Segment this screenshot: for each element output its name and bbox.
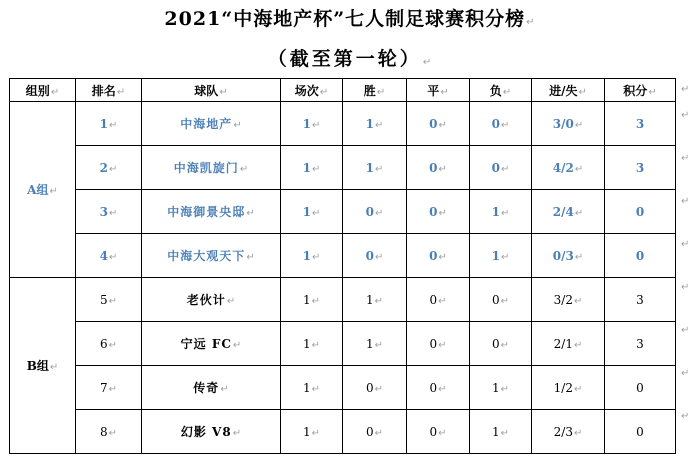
paragraph-mark-icon: ↵ [246, 252, 255, 263]
drawn-cell [407, 322, 470, 366]
goals-cell-text: 3/0 [552, 116, 574, 131]
paragraph-mark-icon: ↵ [226, 296, 236, 307]
won-cell-text: 0 [365, 204, 374, 219]
team-cell [142, 146, 281, 190]
points-cell [605, 278, 676, 322]
team-header [142, 79, 281, 102]
goals-cell-text: 2/4 [552, 204, 574, 219]
table-header-row [10, 79, 676, 102]
rank-cell-text: 1 [99, 116, 108, 131]
team-cell-text: 中海凯旋门 [173, 161, 239, 175]
played-cell-text: 1 [302, 116, 311, 131]
paragraph-mark-icon: ↵ [500, 119, 510, 131]
table-row [10, 146, 676, 190]
paragraph-mark-icon: ↵ [573, 383, 583, 395]
lost-cell-text: 1 [491, 424, 500, 439]
lost-cell [470, 410, 532, 454]
drawn-cell-text: 0 [429, 424, 438, 439]
points-cell-text: 0 [635, 248, 645, 263]
won-cell-text: 1 [365, 336, 374, 351]
table-row [10, 190, 676, 234]
table-row [10, 234, 676, 278]
points-cell-text: 3 [635, 160, 645, 175]
lost-header [470, 79, 532, 102]
team-cell [142, 322, 281, 366]
drawn-cell [407, 234, 470, 278]
rank-cell [76, 102, 142, 146]
lost-cell [470, 102, 532, 146]
team-cell [142, 102, 281, 146]
goals-cell-text: 0/3 [552, 248, 574, 263]
paragraph-mark-icon: ↵ [311, 295, 321, 307]
won-cell-text: 1 [365, 160, 374, 175]
header-label: 负 [489, 83, 502, 98]
lost-cell [470, 190, 532, 234]
goals-cell [532, 190, 605, 234]
paragraph-mark-icon: ↵ [311, 119, 321, 131]
paragraph-mark-icon: ↵ [438, 163, 447, 175]
drawn-header [407, 79, 470, 102]
row-end-mark-icon: ↵ [681, 368, 690, 379]
goals-cell [532, 322, 605, 366]
lost-cell [470, 234, 532, 278]
header-label: 排名 [91, 83, 116, 98]
won-cell [343, 366, 407, 410]
paragraph-mark-icon: ↵ [438, 427, 447, 439]
paragraph-mark-icon: ↵ [311, 427, 321, 439]
paragraph-mark-icon: ↵ [116, 86, 126, 98]
rank-cell [76, 366, 142, 410]
goals-cell-text: 2/3 [553, 424, 573, 439]
paragraph-mark-icon: ↵ [108, 383, 118, 395]
paragraph-mark-icon: ↵ [438, 251, 447, 263]
rank-cell [76, 278, 142, 322]
paragraph-mark-icon: ↵ [108, 427, 118, 439]
points-cell [605, 410, 676, 454]
table-body [10, 102, 676, 454]
lost-cell-text: 1 [491, 204, 500, 219]
paragraph-mark-icon: ↵ [311, 251, 321, 263]
lost-cell-text: 0 [491, 116, 500, 131]
paragraph-mark-icon: ↵ [108, 163, 118, 175]
paragraph-mark-icon: ↵ [374, 251, 384, 263]
paragraph-mark-icon: ↵ [319, 86, 329, 98]
played-cell-text: 1 [302, 336, 311, 351]
won-cell [343, 102, 407, 146]
goals-cell [532, 146, 605, 190]
paragraph-mark-icon: ↵ [232, 340, 242, 351]
table-row [10, 278, 676, 322]
lost-cell-text: 0 [491, 336, 500, 351]
page-title [0, 4, 699, 31]
drawn-cell [407, 410, 470, 454]
team-cell [142, 278, 281, 322]
won-cell [343, 322, 407, 366]
header-label: 进/失 [549, 83, 578, 98]
paragraph-mark-icon: ↵ [311, 163, 321, 175]
drawn-cell-text: 0 [429, 292, 438, 307]
row-end-mark-icon: ↵ [681, 325, 690, 336]
header-label: 场次 [294, 83, 319, 98]
lost-cell [470, 366, 532, 410]
table-row [10, 410, 676, 454]
played-cell-text: 1 [302, 424, 311, 439]
points-cell-text: 0 [636, 424, 644, 439]
points-cell [605, 234, 676, 278]
played-cell-text: 1 [302, 204, 311, 219]
won-cell-text: 1 [365, 116, 374, 131]
paragraph-mark-icon: ↵ [374, 163, 384, 175]
paragraph-mark-icon: ↵ [574, 119, 584, 131]
paragraph-mark-icon: ↵ [374, 339, 384, 351]
rank-cell-text: 8 [99, 424, 108, 439]
paragraph-mark-icon: ↵ [438, 295, 447, 307]
paragraph-mark-icon: ↵ [574, 163, 584, 175]
group-header [10, 79, 76, 102]
goals-cell [532, 234, 605, 278]
paragraph-mark-icon: ↵ [311, 339, 321, 351]
rank-cell-text: 2 [99, 160, 108, 175]
header-label: 平 [427, 83, 440, 98]
played-cell [281, 146, 343, 190]
paragraph-mark-icon: ↵ [239, 164, 249, 175]
points-cell-text: 0 [635, 204, 645, 219]
rank-header [76, 79, 142, 102]
paragraph-mark-icon: ↵ [500, 339, 510, 351]
paragraph-mark-icon: ↵ [374, 427, 384, 439]
standings-table [9, 78, 676, 454]
lost-cell-text: 1 [491, 380, 500, 395]
paragraph-mark-icon: ↵ [574, 207, 584, 219]
paragraph-mark-icon: ↵ [374, 295, 384, 307]
paragraph-mark-icon: ↵ [500, 295, 510, 307]
group-cell-text: B组 [26, 359, 49, 373]
played-cell-text: 1 [302, 380, 311, 395]
group-cell [10, 278, 76, 454]
paragraph-mark-icon: ↵ [49, 362, 59, 373]
paragraph-mark-icon: ↵ [49, 186, 58, 197]
group-cell [10, 102, 76, 278]
row-end-mark-icon: ↵ [681, 84, 690, 95]
drawn-cell [407, 278, 470, 322]
team-cell-text: 传奇 [193, 381, 220, 395]
played-cell [281, 410, 343, 454]
won-cell-text: 0 [365, 248, 374, 263]
paragraph-mark-icon: ↵ [500, 383, 510, 395]
won-cell [343, 146, 407, 190]
goals-cell-text: 3/2 [553, 292, 573, 307]
team-cell-text: 老伙计 [186, 293, 226, 307]
page-title-text: 2021“中海地产杯”七人制足球赛积分榜 [164, 8, 526, 30]
paragraph-mark-icon: ↵ [648, 86, 657, 98]
team-cell-text: 中海地产 [180, 117, 233, 131]
paragraph-mark-icon: ↵ [438, 383, 447, 395]
points-cell-text: 3 [635, 116, 645, 131]
drawn-cell [407, 102, 470, 146]
row-end-mark-icon: ↵ [681, 196, 690, 207]
paragraph-mark-icon: ↵ [374, 207, 384, 219]
played-cell-text: 1 [302, 292, 311, 307]
points-cell [605, 322, 676, 366]
paragraph-mark-icon: ↵ [311, 207, 321, 219]
row-end-mark-icon: ↵ [681, 411, 690, 422]
won-cell-text: 0 [365, 424, 374, 439]
goals-cell [532, 410, 605, 454]
played-cell-text: 1 [302, 248, 311, 263]
goals-cell-text: 2/1 [553, 336, 573, 351]
points-cell [605, 102, 676, 146]
paragraph-mark-icon: ↵ [246, 208, 255, 219]
table-row [10, 366, 676, 410]
played-header [281, 79, 343, 102]
paragraph-mark-icon: ↵ [220, 384, 229, 395]
row-end-mark-icon: ↵ [681, 239, 690, 250]
won-cell [343, 190, 407, 234]
drawn-cell [407, 190, 470, 234]
team-cell-text: 宁远 FC [180, 337, 232, 351]
rank-cell [76, 410, 142, 454]
won-cell-text: 0 [365, 380, 374, 395]
lost-cell [470, 322, 532, 366]
page-subtitle [0, 44, 699, 71]
points-header [605, 79, 676, 102]
paragraph-mark-icon: ↵ [374, 383, 384, 395]
rank-cell-text: 7 [99, 380, 108, 395]
points-cell-text: 0 [636, 380, 644, 395]
paragraph-mark-icon: ↵ [500, 207, 510, 219]
rank-cell [76, 146, 142, 190]
lost-cell-text: 1 [491, 248, 500, 263]
team-cell-text: 幻影 V8 [180, 425, 232, 439]
paragraph-mark-icon: ↵ [440, 86, 449, 98]
paragraph-mark-icon: ↵ [438, 207, 447, 219]
table-row [10, 102, 676, 146]
paragraph-mark-icon: ↵ [374, 119, 384, 131]
drawn-cell-text: 0 [429, 336, 438, 351]
drawn-cell-text: 0 [429, 204, 438, 219]
lost-cell-text: 0 [491, 292, 500, 307]
rank-cell-text: 6 [99, 336, 108, 351]
paragraph-mark-icon: ↵ [108, 251, 118, 263]
row-end-mark-icon: ↵ [681, 110, 690, 121]
played-cell-text: 1 [302, 160, 311, 175]
team-cell [142, 410, 281, 454]
points-cell-text: 3 [636, 292, 644, 307]
row-end-mark-icon: ↵ [681, 153, 690, 164]
played-cell [281, 322, 343, 366]
goals-cell [532, 278, 605, 322]
paragraph-mark-icon: ↵ [578, 86, 587, 98]
goals-header [532, 79, 605, 102]
row-end-mark-icon: ↵ [681, 282, 690, 293]
group-cell-text: A组 [27, 183, 49, 197]
rank-cell [76, 322, 142, 366]
paragraph-mark-icon: ↵ [574, 251, 584, 263]
drawn-cell [407, 146, 470, 190]
rank-cell-text: 5 [99, 292, 108, 307]
drawn-cell-text: 0 [429, 160, 438, 175]
goals-cell-text: 4/2 [552, 160, 574, 175]
header-label: 胜 [363, 83, 376, 98]
paragraph-mark-icon: ↵ [573, 427, 583, 439]
played-cell [281, 234, 343, 278]
paragraph-mark-icon: ↵ [500, 163, 510, 175]
rank-cell-text: 3 [99, 204, 108, 219]
goals-cell [532, 366, 605, 410]
won-cell-text: 1 [365, 292, 374, 307]
rank-cell [76, 234, 142, 278]
rank-cell-text: 4 [99, 248, 108, 263]
drawn-cell-text: 0 [429, 380, 438, 395]
paragraph-mark-icon: ↵ [502, 86, 512, 98]
points-cell [605, 366, 676, 410]
drawn-cell-text: 0 [429, 248, 438, 263]
paragraph-mark-icon: ↵ [573, 295, 583, 307]
page-subtitle-text: （截至第一轮） [267, 48, 422, 70]
drawn-cell-text: 0 [429, 116, 438, 131]
team-cell [142, 234, 281, 278]
played-cell [281, 190, 343, 234]
paragraph-mark-icon: ↵ [219, 86, 228, 98]
table-row [10, 322, 676, 366]
points-cell [605, 146, 676, 190]
paragraph-mark-icon: ↵ [108, 295, 118, 307]
team-cell [142, 366, 281, 410]
lost-cell [470, 146, 532, 190]
goals-cell [532, 102, 605, 146]
paragraph-mark-icon: ↵ [376, 86, 386, 98]
paragraph-mark-icon: ↵ [573, 339, 583, 351]
header-label: 组别 [25, 83, 50, 98]
played-cell [281, 366, 343, 410]
paragraph-mark-icon: ↵ [108, 207, 118, 219]
paragraph-mark-icon: ↵ [500, 427, 510, 439]
paragraph-mark-icon: ↵ [438, 339, 447, 351]
won-cell [343, 410, 407, 454]
paragraph-mark-icon: ↵ [422, 57, 432, 68]
paragraph-mark-icon: ↵ [311, 383, 321, 395]
won-cell [343, 234, 407, 278]
paragraph-mark-icon: ↵ [108, 339, 118, 351]
paragraph-mark-icon: ↵ [438, 119, 447, 131]
points-cell [605, 190, 676, 234]
team-cell-text: 中海大观天下 [167, 249, 246, 263]
paragraph-mark-icon: ↵ [108, 119, 118, 131]
won-header [343, 79, 407, 102]
drawn-cell [407, 366, 470, 410]
team-cell [142, 190, 281, 234]
paragraph-mark-icon: ↵ [50, 86, 60, 98]
points-cell-text: 3 [636, 336, 644, 351]
rank-cell [76, 190, 142, 234]
header-label: 球队 [194, 83, 219, 98]
team-cell-text: 中海御景央邸 [167, 205, 246, 219]
played-cell [281, 102, 343, 146]
lost-cell-text: 0 [491, 160, 500, 175]
goals-cell-text: 1/2 [553, 380, 573, 395]
paragraph-mark-icon: ↵ [500, 251, 510, 263]
played-cell [281, 278, 343, 322]
paragraph-mark-icon: ↵ [232, 428, 242, 439]
header-label: 积分 [623, 83, 648, 98]
paragraph-mark-icon: ↵ [526, 17, 535, 28]
paragraph-mark-icon: ↵ [233, 120, 242, 131]
won-cell [343, 278, 407, 322]
lost-cell [470, 278, 532, 322]
